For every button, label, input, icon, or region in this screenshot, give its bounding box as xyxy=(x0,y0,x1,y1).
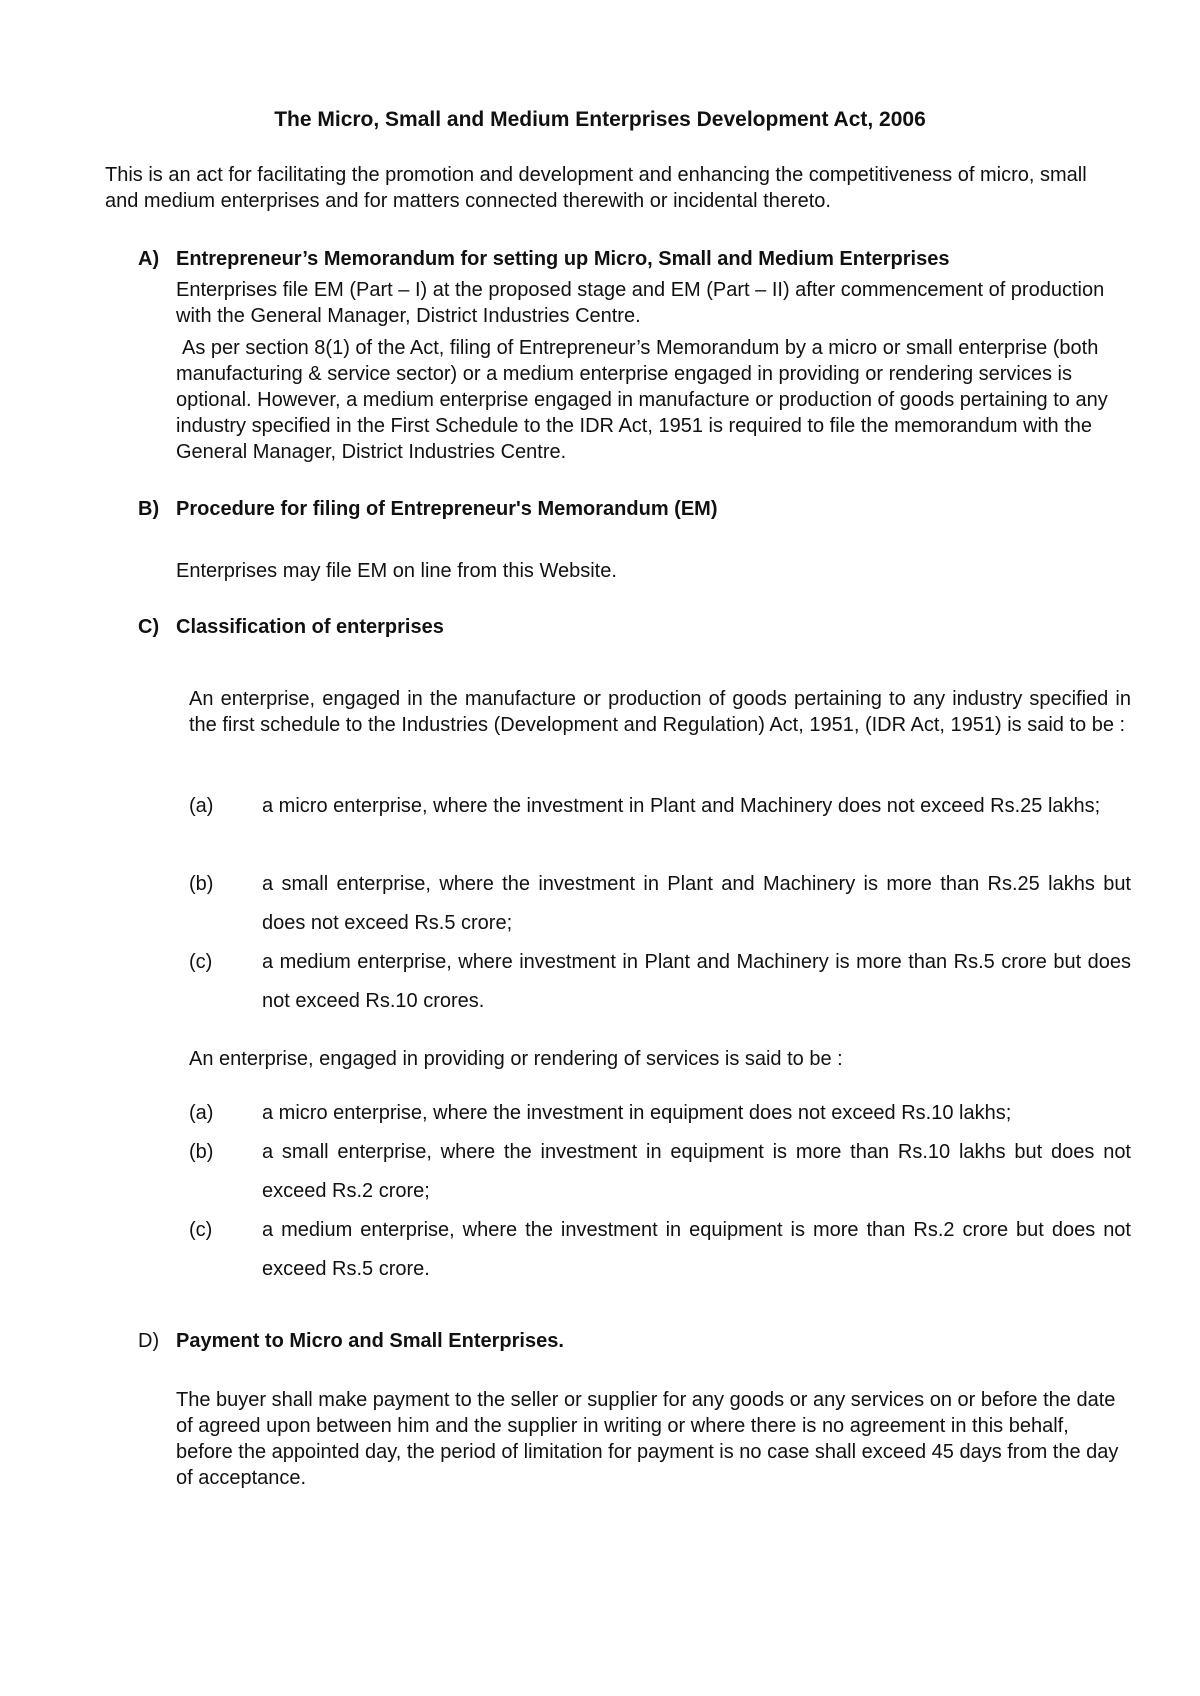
section-b-paragraph: Enterprises may file EM on line from this Website. xyxy=(176,560,617,582)
manufacturing-item-b xyxy=(189,865,1131,943)
manufacturing-item-c xyxy=(189,943,1131,1021)
section-d-heading xyxy=(138,1330,564,1353)
manufacturing-intro: An enterprise, engaged in the manufacture or production of goods pertaining to any industry specified in the first schedule to the Industries (Development and Regulation) Act, 1951, (IDR Act, 1951) is said to be : xyxy=(189,688,1131,736)
services-intro: An enterprise, engaged in providing or rendering of services is said to be : xyxy=(189,1048,843,1070)
list-label: (c) xyxy=(189,1219,213,1241)
manufacturing-item-a xyxy=(189,787,1131,826)
list-label: (a) xyxy=(189,795,214,817)
section-a-paragraph-1: Enterprises file EM (Part – I) at the proposed stage and EM (Part – II) after commencement of production with the General Manager, District Industries Centre. xyxy=(176,279,1105,327)
list-text: a medium enterprise, where investment in Plant and Machinery is more than Rs.5 crore but does not exceed Rs.10 crores. xyxy=(262,951,1131,1012)
section-b-heading xyxy=(138,498,718,521)
section-a-title: Entrepreneur’s Memorandum for setting up Micro, Small and Medium Enterprises xyxy=(176,248,950,270)
list-text: a small enterprise, where the investment in Plant and Machinery is more than Rs.25 lakhs but does not exceed Rs.5 crore; xyxy=(262,873,1131,934)
list-text: a micro enterprise, where the investment in Plant and Machinery does not exceed Rs.25 lakhs; xyxy=(262,795,1101,817)
section-a-paragraph-2: As per section 8(1) of the Act, filing of Entrepreneur’s Memorandum by a micro or small enterprise (both manufacturing & service sector) or a medium enterprise engaged in providing or rendering services is optional. However, a medium enterprise engaged in manufacture or production of goods pertaining to any industry specified in the First Schedule to the IDR Act, 1951 is required to file the memorandum with the General Manager, District Industries Centre. xyxy=(176,337,1108,463)
section-a-letter: A) xyxy=(138,248,160,270)
section-c-title: Classification of enterprises xyxy=(176,616,444,638)
section-c-letter: C) xyxy=(138,616,160,638)
document-title: The Micro, Small and Medium Enterprises Development Act, 2006 xyxy=(274,108,926,131)
list-text: a micro enterprise, where the investment in equipment does not exceed Rs.10 lakhs; xyxy=(262,1102,1012,1124)
list-label: (a) xyxy=(189,1102,214,1124)
section-b-title: Procedure for filing of Entrepreneur's Memorandum (EM) xyxy=(176,498,718,520)
list-label: (c) xyxy=(189,951,213,973)
section-d-title: Payment to Micro and Small Enterprises. xyxy=(176,1330,564,1352)
list-label: (b) xyxy=(189,1141,214,1163)
services-item-c xyxy=(189,1211,1131,1289)
section-d-paragraph: The buyer shall make payment to the seller or supplier for any goods or any services on or before the date of agreed upon between him and the supplier in writing or where there is no agreement in this behalf, before the appointed day, the period of limitation for payment is no case shall exceed 45 days from the day of acceptance. xyxy=(176,1389,1119,1489)
section-b-letter: B) xyxy=(138,498,160,520)
intro-paragraph: This is an act for facilitating the promotion and development and enhancing the competitiveness of micro, small and medium enterprises and for matters connected therewith or incidental thereto. xyxy=(105,164,1087,212)
section-d-letter: D) xyxy=(138,1330,160,1352)
section-c-heading xyxy=(138,616,444,639)
services-item-b xyxy=(189,1133,1131,1211)
services-item-a xyxy=(189,1094,1131,1133)
list-text: a small enterprise, where the investment in equipment is more than Rs.10 lakhs but does not exceed Rs.2 crore; xyxy=(262,1141,1131,1202)
list-label: (b) xyxy=(189,873,214,895)
list-text: a medium enterprise, where the investment in equipment is more than Rs.2 crore but does not exceed Rs.5 crore. xyxy=(262,1219,1131,1280)
section-a-heading xyxy=(138,248,950,271)
